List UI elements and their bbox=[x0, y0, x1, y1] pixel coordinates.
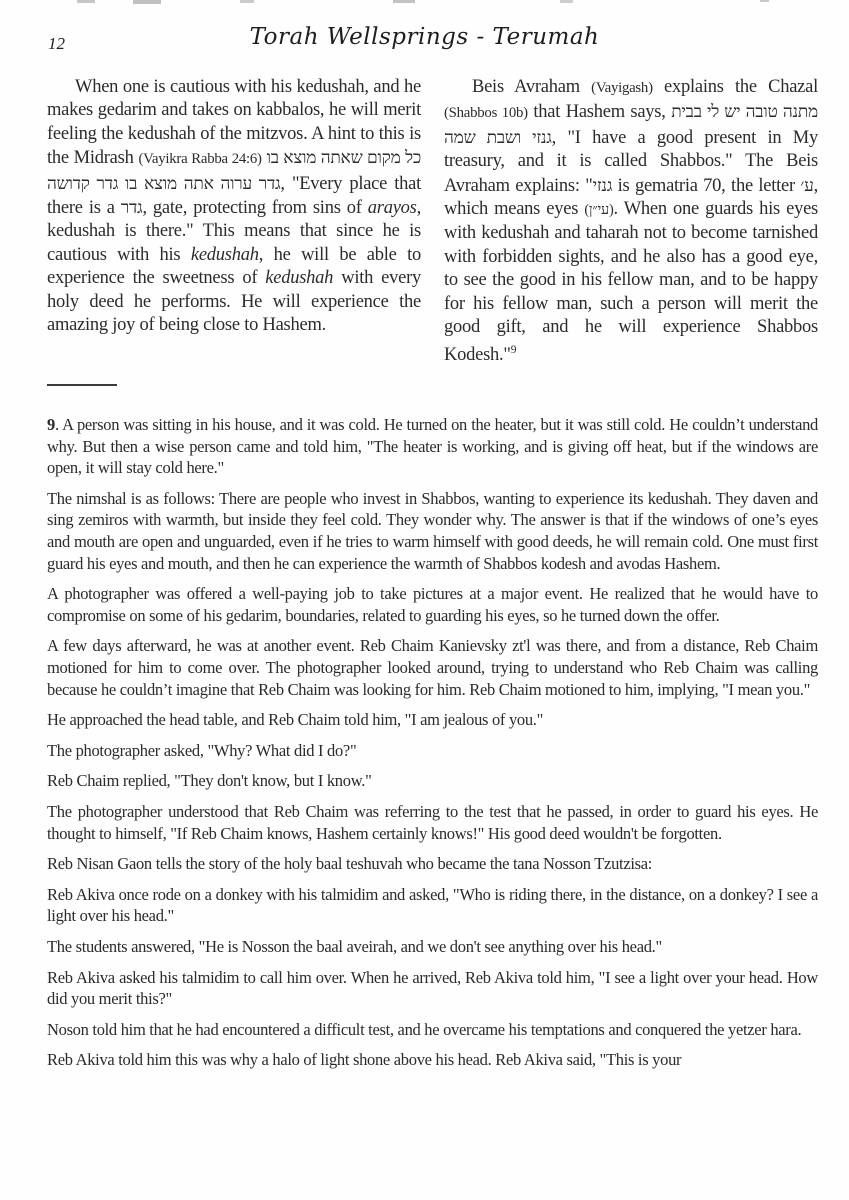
page-header bbox=[0, 0, 849, 58]
footnote-paragraph bbox=[47, 740, 818, 762]
text-run: The photographer understood that Reb Chaim was referring to the test that he passed, in order to guard his eyes. He thought to himself, "If Reb Chaim knows, Hashem certainly knows!" His good deed wouldn't be forgotten. bbox=[47, 801, 818, 843]
main-text-columns bbox=[47, 76, 818, 368]
text-run: , which means eyes bbox=[444, 175, 818, 220]
text-run: kedushah bbox=[265, 268, 334, 289]
footnote-section bbox=[47, 414, 818, 1071]
text-run: Reb Nisan Gaon tells the story of the holy baal teshuvah who became the tana Nosson Tzutzisa: bbox=[47, 854, 653, 874]
text-run: . A person was sitting in his house, and it was cold. He turned on the heater, but it was still cold. He couldn’t understand why. But then a wise person came and told him, "The heater is working, and is giving off heat, but if the windows are open, it will stay cold here." bbox=[47, 415, 818, 478]
text-run: Reb Akiva once rode on a donkey with his talmidim and asked, "Who is riding there, in the distance, on a donkey? I see a light over his head." bbox=[47, 884, 818, 926]
text-run: גדר bbox=[120, 198, 143, 218]
text-run: (Vayigash) bbox=[591, 80, 653, 96]
text-run: 9 bbox=[47, 415, 55, 435]
footnote-paragraph bbox=[47, 1019, 818, 1041]
text-run: (Vayikra Rabba 24:6) bbox=[138, 151, 262, 168]
text-run: that Hashem says, bbox=[527, 102, 672, 123]
text-run: The nimshal is as follows: There are people who invest in Shabbos, wanting to experience its kedushah. They daven and sing zemiros with warmth, but inside they feel cold. They wonder why. The answer is that if the windows of one’s eyes and mouth are open and unguarded, even if he tries to warm himself with good deeds, he will remain cold. One must first guard his eyes and mouth, and then he can experience the warmth of Shabbos kodesh and avodas Hashem. bbox=[47, 488, 818, 573]
footnote-paragraph bbox=[47, 583, 818, 626]
footnote-paragraph bbox=[47, 488, 818, 574]
page-content bbox=[0, 58, 849, 1071]
text-run: , kedushah is there." This means that since he is cautious with his bbox=[47, 198, 421, 265]
text-run: with every holy deed he performs. He will experience the amazing joy of being close to Hashem. bbox=[47, 268, 421, 336]
text-run: , he will be able to experience the sweetness of bbox=[47, 244, 421, 289]
column-left bbox=[47, 76, 421, 368]
text-run: Reb Akiva told him this was why a halo of light shone above his head. Reb Akiva said, "This is your bbox=[47, 1050, 682, 1070]
text-run: , "I have a good present in My treasury, and it is called Shabbos." The Beis Avraham explains: " bbox=[444, 127, 819, 196]
text-run: . When one guards his eyes with kedushah and taharah not to become tarnished with forbidden sights, and he also has a good eye, to see the good in his fellow man, and to be happy for his fellow man, such a person will merit the good gift, and he will experience Shabbos Kodesh." bbox=[444, 199, 818, 366]
text-run: kedushah bbox=[190, 244, 259, 265]
footnote-paragraph bbox=[47, 884, 818, 927]
text-run: 9 bbox=[510, 344, 517, 357]
text-run: A photographer was offered a well-paying job to take pictures at a major event. He realized that he would have to compromise on some of his gedarim, boundaries, related to guarding his eyes, so he turned down the offer. bbox=[47, 584, 818, 625]
page-number: 12 bbox=[48, 34, 65, 53]
text-run: (עי״ן) bbox=[584, 202, 614, 219]
page-title: Torah Wellsprings - Terumah bbox=[249, 24, 600, 50]
footnote-paragraph bbox=[47, 709, 818, 731]
text-run: Reb Chaim replied, "They don't know, but I know." bbox=[47, 771, 372, 791]
text-run: (Shabbos 10b) bbox=[444, 105, 528, 122]
footnote-paragraph bbox=[47, 414, 818, 479]
text-run: Noson told him that he had encountered a difficult test, and he overcame his temptations and conquered the yetzer hara. bbox=[47, 1019, 802, 1039]
text-run: , gate, protecting from sins of bbox=[142, 198, 368, 219]
footnote-paragraph bbox=[47, 853, 818, 875]
footnote-paragraph bbox=[47, 770, 818, 792]
text-run: כל מקום שאתה מוצא בו גדר ערוה אתה מוצא בו גדר קדושה bbox=[47, 148, 422, 193]
column-right bbox=[444, 76, 818, 368]
text-run: The photographer asked, "Why? What did I do?" bbox=[47, 740, 357, 760]
footnote-paragraph bbox=[47, 967, 818, 1010]
text-run: Reb Akiva asked his talmidim to call him over. When he arrived, Reb Akiva told him, "I see a light over your head. How did you merit this?" bbox=[47, 967, 818, 1009]
footnote-paragraph bbox=[47, 801, 818, 844]
text-run: , "Every place that there is a bbox=[47, 173, 421, 219]
footnote-paragraph bbox=[47, 936, 818, 958]
text-run: explains the Chazal bbox=[652, 77, 818, 97]
text-run: A few days afterward, he was at another event. Reb Chaim Kanievsky zt'l was there, and from a distance, Reb Chaim motioned for him to come over. The photographer looked around, trying to understand who Reb Chaim was calling because he couldn’t imagine that Reb Chaim was looking for him. Reb Chaim motioned to him, implying, "I mean you." bbox=[47, 636, 818, 699]
text-run: גנזי bbox=[592, 175, 613, 195]
text-run: Beis Avraham bbox=[472, 77, 592, 97]
footnote-paragraph bbox=[47, 1049, 818, 1071]
text-run: When one is cautious with his kedushah, and he makes gedarim and takes on kabbalos, he will merit feeling the kedushah of the mitzvos. A hint to this is the Midrash bbox=[47, 77, 421, 169]
footnote-paragraph bbox=[47, 635, 818, 700]
text-run: ע׳ bbox=[800, 175, 814, 195]
footnote-separator bbox=[47, 384, 117, 386]
text-run: The students answered, "He is Nosson the baal aveirah, and we don't see anything over his head." bbox=[47, 936, 662, 956]
text-run: is gematria 70, the letter bbox=[612, 175, 801, 196]
text-run: arayos bbox=[367, 198, 417, 219]
text-run: מתנה טובה יש לי בבית גנזי ושבת שמה bbox=[444, 102, 818, 147]
text-run: He approached the head table, and Reb Chaim told him, "I am jealous of you." bbox=[47, 710, 544, 730]
